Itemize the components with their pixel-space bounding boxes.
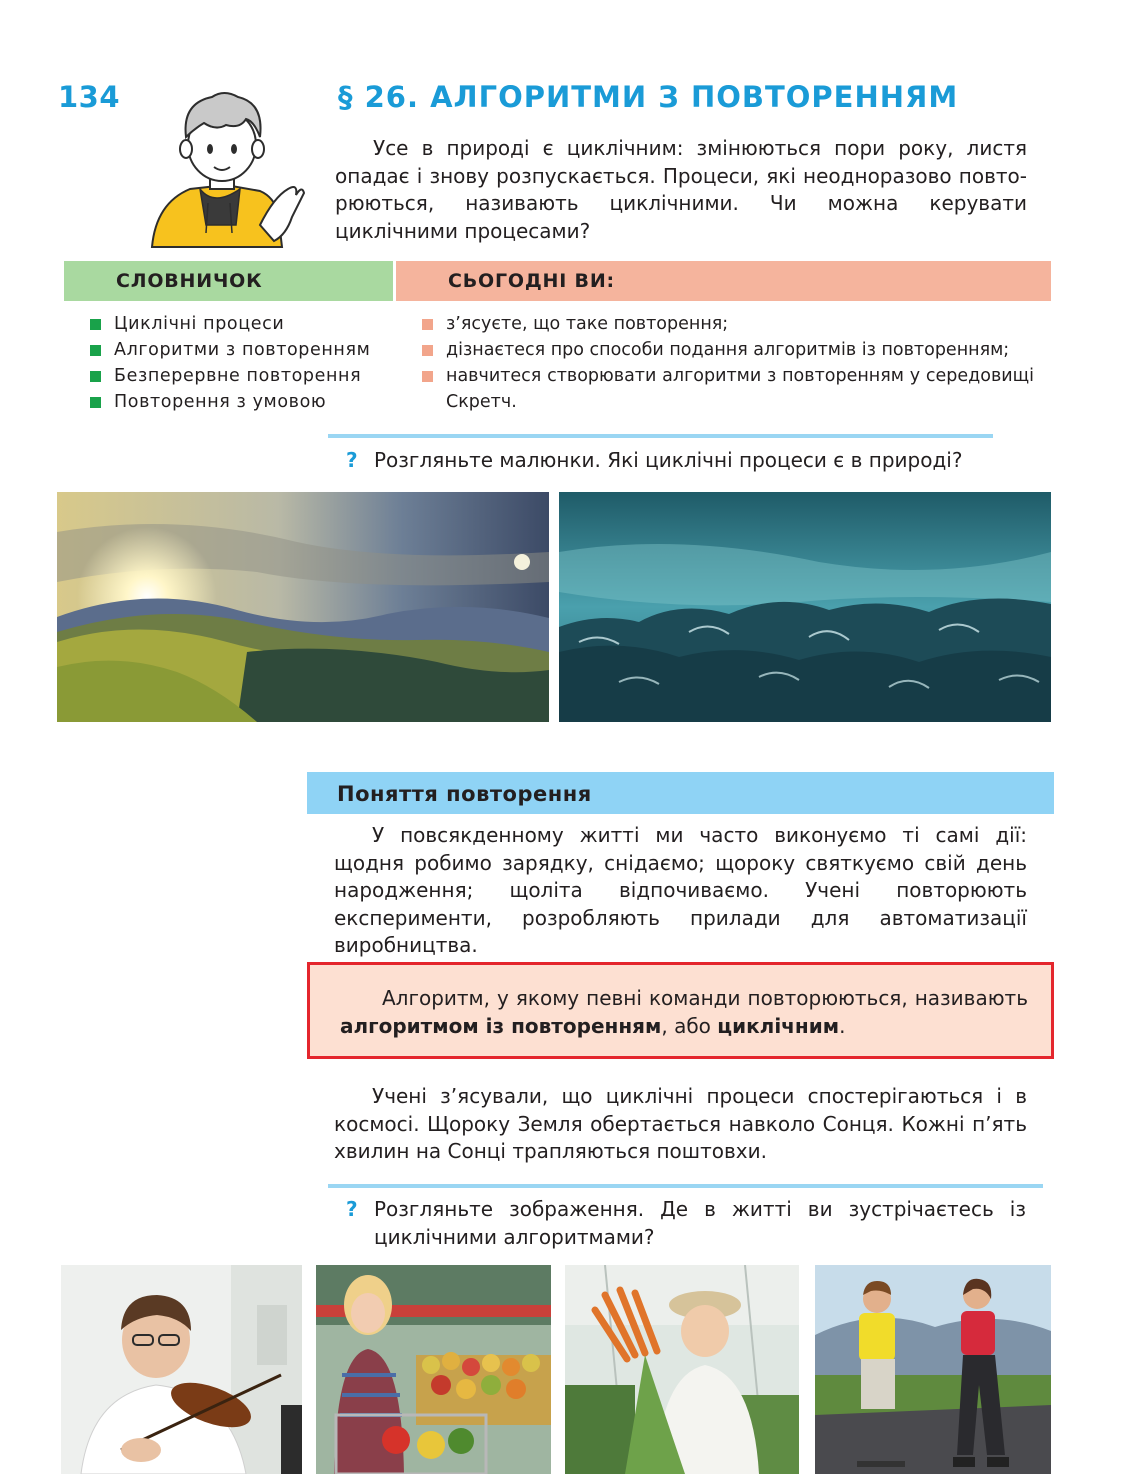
photo-stormy-sea — [559, 492, 1051, 722]
question-mark-icon: ? — [346, 448, 358, 472]
list-item: з’ясуєте, що таке повторення; — [422, 311, 1034, 337]
list-item: Алгоритми з повторенням — [90, 337, 390, 363]
square-bullet-icon — [422, 345, 433, 356]
vocabulary-header: СЛОВНИЧОК — [64, 261, 393, 301]
page-number: 134 — [58, 80, 121, 114]
question-2 — [346, 1196, 1026, 1251]
photo-girl-grocery — [316, 1265, 551, 1474]
list-item: Повторення з умовою — [90, 389, 390, 415]
square-bullet-icon — [90, 319, 101, 330]
list-item: дізнаєтеся про способи подання алгоритмів із повторенням; — [422, 337, 1034, 363]
question-text: Розгляньте малюнки. Які циклічні процеси є в природі? — [374, 448, 963, 472]
list-item: Циклічні процеси — [90, 311, 390, 337]
square-bullet-icon — [422, 371, 433, 382]
divider — [328, 434, 993, 438]
square-bullet-icon — [90, 345, 101, 356]
photo-violinist — [61, 1265, 302, 1474]
paragraph-title: § 26. АЛГОРИТМИ З ПОВТОРЕННЯМ — [338, 80, 959, 114]
definition-box — [307, 962, 1054, 1059]
question-mark-icon: ? — [346, 1197, 358, 1221]
divider — [328, 1184, 1043, 1188]
question-1 — [346, 447, 1026, 475]
vocabulary-list — [90, 311, 390, 415]
square-bullet-icon — [90, 371, 101, 382]
list-item: Безперервне повторення — [90, 363, 390, 389]
photo-kids-skating — [815, 1265, 1051, 1474]
intro-paragraph: Усе в природі є циклічним: змінюються пори року, листя опадає і знову розпускається. Процеси, які неодноразово повторюються, називають циклічними. Чи можна керувати циклічними процесами? — [335, 136, 1027, 243]
today-list — [422, 311, 1034, 415]
list-item: навчитеся створювати алгоритми з повторенням у середовищі Скретч. — [422, 363, 1034, 415]
question-text: Розгляньте зображення. Де в житті ви зустрічаєтесь із циклічними алгоритмами? — [374, 1197, 1026, 1249]
square-bullet-icon — [90, 397, 101, 408]
section-paragraph-2: Учені з’ясували, що циклічні процеси спостерігаються і в космосі. Щороку Земля обертається навколо Сонця. Кожні п’ять хвилин на Сонці трапляються поштовхи. — [334, 1084, 1027, 1163]
definition-text: Алгоритм, у якому певні команди повторюються, називають алгоритмом із повторенням, або циклічним. — [340, 986, 1028, 1038]
photo-boy-carrots — [565, 1265, 799, 1474]
mascot-illustration — [142, 85, 307, 250]
today-header: СЬОГОДНІ ВИ: — [396, 261, 1051, 301]
square-bullet-icon — [422, 319, 433, 330]
section-paragraph-1: У повсякденному житті ми часто виконуємо ті самі дії: щодня робимо зарядку, снідаємо; щороку святкуємо свій день народження; щоліта відпочиваємо. Учені повторюють експерименти, розробляють прилади для автоматизації виробництва. — [334, 823, 1027, 957]
photo-day-night-mountains — [57, 492, 549, 722]
section-header: Поняття повторення — [307, 772, 1054, 814]
